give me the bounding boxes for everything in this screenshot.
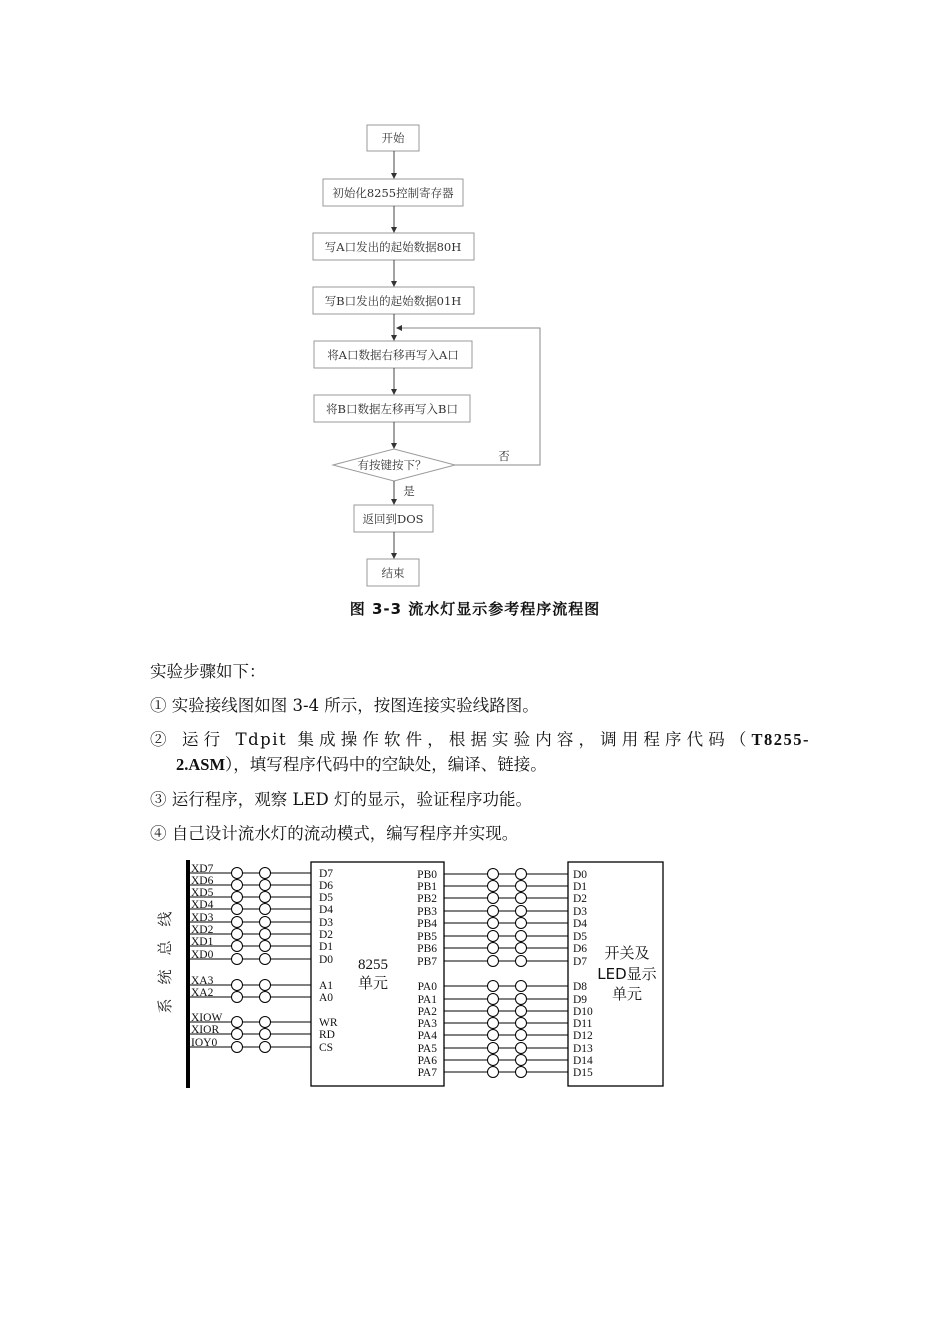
connector-terminal	[516, 981, 527, 992]
chip-left-pin-label: WR	[319, 1017, 338, 1029]
led-pin-label: D13	[573, 1043, 593, 1055]
connector-terminal	[260, 1042, 271, 1053]
chip-right-pin-label: PA0	[417, 981, 437, 993]
connector-terminal	[232, 941, 243, 952]
connector-terminal	[260, 917, 271, 928]
connector-terminal	[260, 880, 271, 891]
steps-intro: 实验步骤如下：	[150, 662, 266, 681]
led-pin-label: D3	[573, 906, 588, 918]
connector-terminal	[516, 994, 527, 1005]
connector-terminal	[232, 880, 243, 891]
chip-left-pin-label: D0	[319, 954, 334, 966]
connector-terminal	[488, 881, 499, 892]
chip-right-pin-label: PB2	[417, 893, 437, 905]
bus-signal-label: XD1	[191, 936, 214, 948]
connector-terminal	[516, 906, 527, 917]
connector-terminal	[488, 956, 499, 967]
led-pin-label: D6	[573, 943, 588, 955]
connector-terminal	[516, 1006, 527, 1017]
connector-terminal	[260, 1017, 271, 1028]
led-pin-label: D2	[573, 893, 588, 905]
connector-terminal	[232, 868, 243, 879]
led-pin-label: D14	[573, 1055, 593, 1067]
led-pin-label: D10	[573, 1006, 593, 1018]
chip-left-pin-label: D2	[319, 929, 334, 941]
led-unit-label-3: 单元	[611, 985, 643, 1003]
connector-terminal	[488, 918, 499, 929]
connector-terminal	[232, 1042, 243, 1053]
chip-right-pin-label: PA6	[417, 1055, 437, 1067]
connector-terminal	[516, 881, 527, 892]
flow-label-writeA: 写A口发出的起始数据80H	[324, 240, 462, 254]
chip-right-pin-label: PB3	[417, 906, 437, 918]
bus-signal-label: XA3	[191, 975, 214, 987]
connector-terminal	[260, 980, 271, 991]
led-pin-label: D9	[573, 994, 588, 1006]
connector-terminal	[488, 906, 499, 917]
step-4: ④ 自己设计流水灯的流动模式，编写程序并实现。	[150, 824, 519, 843]
bus-signal-label: XIOR	[191, 1024, 220, 1036]
chip-right-pin-label: PB6	[417, 943, 437, 955]
connector-terminal	[516, 1055, 527, 1066]
connector-terminal	[516, 956, 527, 967]
connector-terminal	[260, 929, 271, 940]
bus-signal-label: XD2	[191, 924, 214, 936]
flow-label-shiftB: 将B口数据左移再写入B口	[326, 402, 458, 416]
connector-terminal	[232, 1017, 243, 1028]
connector-terminal	[260, 992, 271, 1003]
system-bus-label-char: 总	[156, 940, 174, 956]
bus-signal-label: XD7	[191, 863, 214, 875]
step-2-text-b: ），填写程序代码中的空缺处，编译、链接。	[225, 755, 547, 774]
bus-signal-label: XIOW	[191, 1012, 223, 1024]
connector-terminal	[488, 1055, 499, 1066]
led-pin-label: D11	[573, 1018, 593, 1030]
step-2-text-a: ② 运行 Tdpit 集成操作软件，根据实验内容，调用程序代码（	[150, 730, 752, 749]
flow-label-decision: 有按键按下？	[357, 458, 427, 472]
led-pin-label: D12	[573, 1030, 593, 1042]
connector-terminal	[232, 1029, 243, 1040]
connector-terminal	[488, 994, 499, 1005]
system-bus-label-char: 线	[156, 911, 174, 927]
connector-terminal	[232, 929, 243, 940]
led-unit-label-1: 开关及	[604, 944, 650, 962]
bus-signal-label: XA2	[191, 987, 214, 999]
chip-right-pin-label: PB1	[417, 881, 437, 893]
led-pin-label: D8	[573, 981, 588, 993]
system-bus-label-char: 系	[156, 998, 174, 1014]
chip-right-pin-label: PA4	[417, 1030, 437, 1042]
connector-terminal	[516, 931, 527, 942]
step-3: ③ 运行程序，观察 LED 灯的显示，验证程序功能。	[150, 790, 532, 809]
step-1: ① 实验接线图如图 3-4 所示，按图连接实验线路图。	[150, 696, 539, 715]
chip-left-pin-label: D3	[319, 917, 334, 929]
chip-8255-sublabel: 单元	[357, 974, 389, 992]
chip-right-pin-label: PA5	[417, 1043, 437, 1055]
connector-terminal	[516, 943, 527, 954]
led-pin-label: D1	[573, 881, 588, 893]
bus-signal-label: IOY0	[191, 1037, 218, 1049]
chip-left-pin-label: D5	[319, 892, 334, 904]
connector-terminal	[488, 1030, 499, 1041]
chip-right-pin-label: PA3	[417, 1018, 437, 1030]
chip-8255-label: 8255	[358, 957, 388, 973]
connector-terminal	[260, 904, 271, 915]
connector-terminal	[488, 1018, 499, 1029]
connector-terminal	[516, 1018, 527, 1029]
connector-terminal	[232, 917, 243, 928]
chip-right-pin-label: PB0	[417, 869, 437, 881]
flow-label-end: 结束	[381, 566, 405, 580]
chip-left-pin-label: A1	[319, 980, 334, 992]
chip-left-pin-label: D6	[319, 880, 334, 892]
flow-label-return: 返回到DOS	[362, 512, 424, 526]
connector-terminal	[232, 892, 243, 903]
connector-terminal	[488, 943, 499, 954]
connector-terminal	[516, 869, 527, 880]
chip-left-pin-label: A0	[319, 992, 334, 1004]
chip-left-pin-label: D4	[319, 904, 334, 916]
led-pin-label: D7	[573, 956, 588, 968]
connector-terminal	[516, 1043, 527, 1054]
flow-label-no: 否	[498, 449, 510, 463]
connector-terminal	[232, 980, 243, 991]
step-2-code-part1: T8255-	[751, 730, 810, 749]
led-unit-label-2: LED显示	[597, 965, 657, 983]
connector-terminal	[260, 868, 271, 879]
flow-label-yes: 是	[403, 484, 415, 498]
flow-label-writeB: 写B口发出的起始数据01H	[324, 294, 462, 308]
connector-terminal	[516, 1067, 527, 1078]
connector-terminal	[260, 1029, 271, 1040]
connector-terminal	[488, 931, 499, 942]
connector-terminal	[488, 1043, 499, 1054]
chip-right-pin-label: PA1	[417, 994, 437, 1006]
connector-terminal	[260, 892, 271, 903]
system-bus-label-char: 统	[156, 969, 174, 985]
chip-left-pin-label: D7	[319, 868, 334, 880]
flow-label-init: 初始化8255控制寄存器	[332, 186, 454, 200]
connector-terminal	[488, 893, 499, 904]
chip-right-pin-label: PB4	[417, 918, 437, 930]
connector-terminal	[516, 918, 527, 929]
bus-signal-label: XD3	[191, 912, 214, 924]
led-pin-label: D0	[573, 869, 588, 881]
bus-signal-label: XD6	[191, 875, 214, 887]
chip-right-pin-label: PB5	[417, 931, 437, 943]
chip-right-pin-label: PA2	[417, 1006, 437, 1018]
flow-label-shiftA: 将A口数据右移再写入A口	[327, 348, 459, 362]
connector-terminal	[516, 1030, 527, 1041]
connector-terminal	[260, 954, 271, 965]
led-pin-label: D15	[573, 1067, 593, 1079]
connector-terminal	[488, 981, 499, 992]
connector-terminal	[232, 904, 243, 915]
chip-left-pin-label: D1	[319, 941, 334, 953]
figure-caption-3-3: 图 3-3 流水灯显示参考程序流程图	[349, 600, 601, 618]
connector-terminal	[232, 992, 243, 1003]
connector-terminal	[488, 1067, 499, 1078]
connector-terminal	[260, 941, 271, 952]
bus-signal-label: XD4	[191, 899, 214, 911]
connector-terminal	[516, 893, 527, 904]
chip-left-pin-label: RD	[319, 1029, 335, 1041]
step-2-code-part2: 2.ASM	[176, 755, 226, 774]
led-pin-label: D4	[573, 918, 588, 930]
led-pin-label: D5	[573, 931, 588, 943]
bus-signal-label: XD5	[191, 887, 214, 899]
chip-right-pin-label: PA7	[417, 1067, 437, 1079]
connector-terminal	[232, 954, 243, 965]
chip-left-pin-label: CS	[319, 1042, 334, 1054]
chip-right-pin-label: PB7	[417, 956, 437, 968]
connector-terminal	[488, 869, 499, 880]
bus-signal-label: XD0	[191, 949, 214, 961]
connector-terminal	[488, 1006, 499, 1017]
flow-label-start: 开始	[381, 131, 405, 145]
